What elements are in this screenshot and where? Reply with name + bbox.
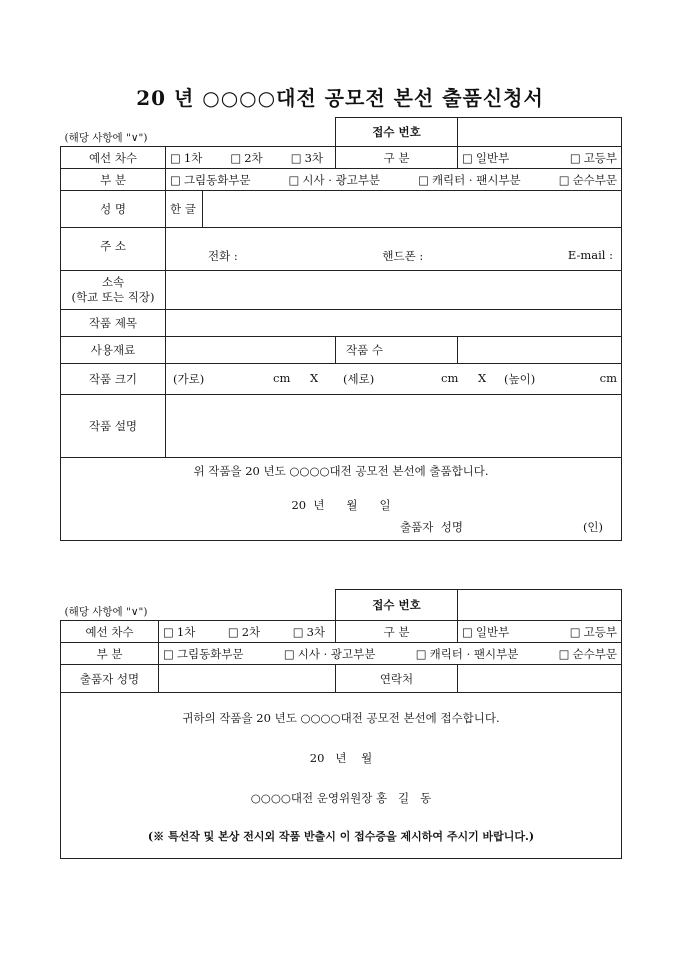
size-x-2: X [478, 371, 487, 385]
receipt-number-field[interactable] [458, 590, 622, 621]
size-depth-label: (높이) [504, 372, 536, 386]
email-label: E-mail : [567, 248, 614, 262]
receipt-statement: 귀하의 작품을 20 년도 ○○○○대전 공모전 본선에 접수합니다. [182, 711, 500, 725]
material-field[interactable] [166, 337, 336, 364]
division-option-general[interactable]: □ 일반부 [462, 150, 509, 166]
receipt-date: 20 년 월 [309, 751, 373, 765]
contact-label: 연락처 [336, 665, 458, 693]
category-option-character[interactable]: □ 캐릭터 · 팬시부분 [416, 646, 519, 662]
round-option-2[interactable]: □ 2차 [230, 150, 262, 166]
receipt-number-label: 접수 번호 [336, 118, 458, 147]
application-date: 20 년 월 일 [291, 498, 391, 512]
receipt-number-field[interactable] [458, 118, 622, 147]
category-option-pure[interactable]: □ 순수부문 [559, 172, 617, 188]
form-title: 20 년 ○○○○대전 공모전 본선 출품신청서 [136, 86, 544, 110]
description-field[interactable] [166, 395, 622, 458]
size-cm-1: cm [273, 371, 291, 385]
size-cm-3: cm [599, 371, 618, 385]
round-label: 예선 차수 [61, 621, 159, 643]
category-option-ad[interactable]: □ 시사 · 광고부분 [284, 646, 376, 662]
name-sub-label: 한 글 [166, 191, 203, 228]
size-label: 작품 크기 [61, 364, 166, 395]
category-option-pure[interactable]: □ 순수부문 [559, 646, 617, 662]
check-note: (해당 사항에 "∨") [61, 118, 336, 147]
address-label: 주 소 [61, 228, 166, 271]
size-x-1: X [310, 371, 319, 385]
round-label: 예선 차수 [61, 147, 166, 169]
mobile-label: 핸드폰 : [382, 249, 424, 263]
affiliation-sub-label: (학교 또는 직장) [71, 290, 155, 304]
work-title-label: 작품 제목 [61, 310, 166, 337]
name-label: 성 명 [61, 191, 166, 228]
category-label: 부 분 [61, 643, 159, 665]
name-field[interactable] [203, 191, 622, 228]
application-statement: 위 작품을 20 년도 ○○○○대전 공모전 본선에 출품합니다. [193, 464, 489, 478]
material-label: 사용재료 [61, 337, 166, 364]
description-label: 작품 설명 [61, 395, 166, 458]
work-count-field[interactable] [458, 337, 622, 364]
address-field[interactable] [166, 228, 622, 271]
category-label: 부 분 [61, 169, 166, 191]
size-height-label: (세로) [343, 372, 375, 386]
round-option-3[interactable]: □ 3차 [291, 150, 323, 166]
size-width-label: (가로) [173, 372, 205, 386]
affiliation-label: 소속 [101, 275, 125, 289]
receipt-form [60, 589, 622, 859]
receipt-number-label: 접수 번호 [336, 590, 458, 621]
division-option-highschool[interactable]: □ 고등부 [570, 150, 617, 166]
work-title-field[interactable] [166, 310, 622, 337]
round-option-1[interactable]: □ 1차 [163, 624, 195, 640]
round-option-2[interactable]: □ 2차 [228, 624, 260, 640]
round-option-3[interactable]: □ 3차 [293, 624, 325, 640]
seal-label: (인) [582, 520, 604, 534]
category-option-character[interactable]: □ 캐릭터 · 팬시부분 [418, 172, 521, 188]
category-option-picturebook[interactable]: □ 그림동화부문 [163, 646, 244, 662]
category-option-picturebook[interactable]: □ 그림동화부문 [170, 172, 251, 188]
phone-label: 전화 : [208, 249, 238, 263]
round-option-1[interactable]: □ 1차 [170, 150, 202, 166]
applicant-name-label: 출품자 성명 [400, 520, 463, 534]
footer-note: (※ 특선작 및 본상 전시외 작품 반출시 이 접수증을 제시하여 주시기 바랍니다.) [147, 830, 535, 843]
division-option-general[interactable]: □ 일반부 [462, 624, 509, 640]
check-note: (해당 사항에 "∨") [61, 590, 336, 621]
size-cm-2: cm [441, 371, 459, 385]
application-form [60, 117, 622, 541]
division-label: 구 분 [336, 621, 458, 643]
division-option-highschool[interactable]: □ 고등부 [570, 624, 617, 640]
work-count-label: 작품 수 [336, 337, 458, 364]
chairman-signature: ○○○○대전 운영위원장 홍 길 동 [250, 791, 432, 805]
category-option-ad[interactable]: □ 시사 · 광고부분 [289, 172, 381, 188]
applicant-name-label: 출품자 성명 [61, 665, 159, 693]
size-field[interactable] [166, 364, 622, 395]
contact-field[interactable] [458, 665, 622, 693]
applicant-name-field[interactable] [159, 665, 336, 693]
division-label: 구 분 [336, 147, 458, 169]
affiliation-field[interactable] [166, 271, 622, 310]
